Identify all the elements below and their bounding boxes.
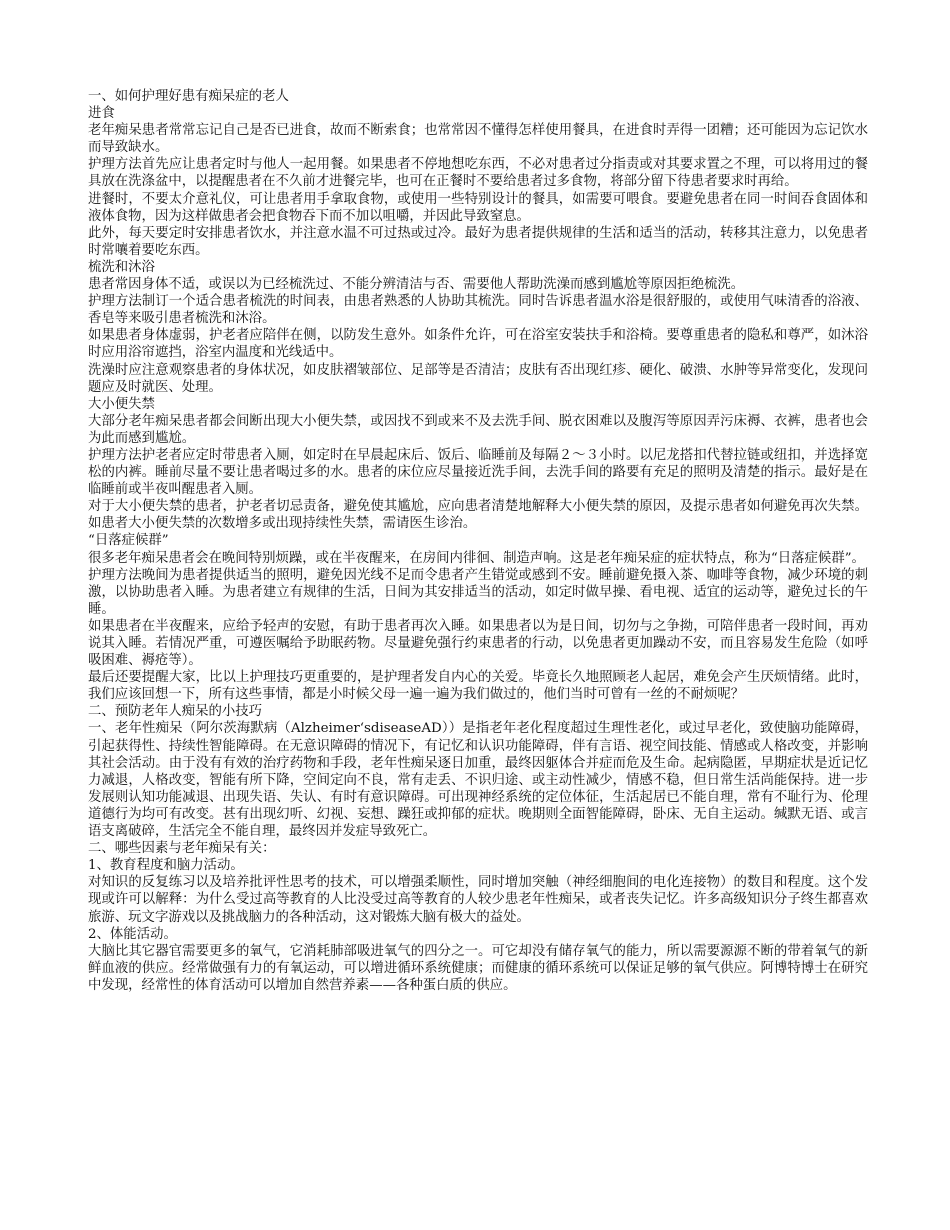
paragraph: 最后还要提醒大家，比以上护理技巧更重要的，是护理者发自内心的关爱。毕竟长久地照顾老人起居，难免会产生厌烦情绪。此时，我们应该回想一下，所有这些事情，都是小时候父母一遍一遍为我们做过的，他们当时可曾有一丝的不耐烦呢？: [88, 670, 868, 703]
paragraph: 如果患者在半夜醒来，应给予轻声的安慰，有助于患者再次入睡。如果患者以为是日间，切勿与之争拗，可陪伴患者一段时间，再劝说其入睡。若情况严重，可遵医嘱给予助眠药物。尽量避免强行约束患者的行动，以免患者更加躁动不安，而且容易发生危险（如呼吸困难、褥疮等）。: [88, 618, 868, 669]
paragraph: 梳洗和沐浴: [88, 259, 155, 275]
paragraph: 2、体能活动。: [88, 926, 177, 942]
paragraph: 大部分老年痴呆患者都会间断出现大小便失禁，或因找不到或来不及去洗手间、脱衣困难以及腹泻等原因弄污床褥、衣裤，患者也会为此而感到尴尬。: [88, 413, 868, 446]
paragraph: 对于大小便失禁的患者，护老者切忌责备，避免使其尴尬，应向患者清楚地解释大小便失禁的原因，及提示患者如何避免再次失禁。如患者大小便失禁的次数增多或出现持续性失禁，需请医生诊治。: [88, 499, 868, 532]
paragraph: 护理方法制订一个适合患者梳洗的时间表，由患者熟悉的人协助其梳洗。同时告诉患者温水浴是很舒服的，或使用气味清香的浴液、香皂等来吸引患者梳洗和沐浴。: [88, 294, 868, 327]
paragraph: 如果患者身体虚弱，护老者应陪伴在侧，以防发生意外。如条件允许，可在浴室安装扶手和浴椅。要尊重患者的隐私和尊严，如沐浴时应用浴帘遮挡，浴室内温度和光线适中。: [88, 328, 868, 361]
paragraph: 大小便失禁: [88, 396, 155, 412]
paragraph: 很多老年痴呆患者会在晚间特别烦躁，或在半夜醒来，在房间内徘徊、制造声响。这是老年痴呆症的症状特点，称为“日落症候群”。: [88, 550, 865, 566]
paragraph: 二、哪些因素与老年痴呆有关：: [88, 841, 276, 857]
paragraph: 护理方法首先应让患者定时与他人一起用餐。如果患者不停地想吃东西，不必对患者过分指责或对其要求置之不理，可以将用过的餐具放在洗涤盆中，以提醒患者在不久前才进餐完毕，也可在正餐时不要给患者过多食物，将部分留下待患者要求时再给。: [88, 157, 868, 190]
paragraph: 护理方法晚间为患者提供适当的照明，避免因光线不足而令患者产生错觉或感到不安。睡前避免摄入茶、咖啡等食物，减少环境的刺激，以协助患者入睡。为患者建立有规律的生活，日间为其安排适当的活动，如定时做早操、看电视、适宜的运动等，避免过长的午睡。: [88, 567, 868, 617]
subheading: 进食: [88, 106, 115, 122]
paragraph: 对知识的反复练习以及培养批评性思考的技术，可以增强柔顺性，同时增加突触（神经细胞间的电化连接物）的数目和程度。这个发现或许可以解释：为什么受过高等教育的人比没受过高等教育的人较少患老年性痴呆，或者丧失记忆。许多高级知识分子终生都喜欢旅游、玩文字游戏以及挑战脑力的各种活动，这对锻炼大脑有极大的益处。: [88, 875, 868, 925]
paragraph: 进餐时，不要太介意礼仪，可让患者用手拿取食物，或使用一些特别设计的餐具，如需要可喂食。要避免患者在同一时间吞食固体和液体食物，因为这样做患者会把食物吞下而不加以咀嚼，并因此导致窒息。: [88, 191, 868, 224]
paragraph: “日落症候群”: [88, 533, 169, 549]
paragraph: 老年痴呆患者常常忘记自己是否已进食，故而不断索食；也常常因不懂得怎样使用餐具，在进食时弄得一团糟；还可能因为忘记饮水而导致缺水。: [88, 123, 868, 156]
paragraph: 护理方法护老者应定时带患者入厕，如定时在早晨起床后、饭后、临睡前及每隔２～３小时。以尼龙搭扣代替拉链或纽扣，并选择宽松的内裤。睡前尽量不要让患者喝过多的水。患者的床位应尽量接近洗手间，去洗手间的路要有充足的照明及清楚的指示。最好是在临睡前或半夜叫醒患者入厕。: [88, 447, 868, 498]
section-heading: 一、如何护理好患有痴呆症的老人: [88, 89, 289, 104]
paragraph: 洗澡时应注意观察患者的身体状况，如皮肤褶皱部位、足部等是否清洁；皮肤有否出现红疹、硬化、破溃、水肿等异常变化，发现问题应及时就医、处理。: [88, 362, 868, 395]
paragraph: 二、预防老年人痴呆的小技巧: [88, 704, 263, 720]
paragraph: 患者常因身体不适，或误以为已经梳洗过、不能分辨清洁与否、需要他人帮助洗澡而感到尴尬等原因拒绝梳洗。: [88, 277, 745, 293]
document-page: [88, 88, 868, 994]
paragraph: 此外，每天要定时安排患者饮水，并注意水温不可过热或过冷。最好为患者提供规律的生活和适当的活动，转移其注意力，以免患者时常嚷着要吃东西。: [88, 225, 868, 258]
paragraph: 大脑比其它器官需要更多的氧气，它消耗肺部吸进氧气的四分之一。可它却没有储存氧气的能力，所以需要源源不断的带着氧气的新鲜血液的供应。经常做强有力的有氧运动，可以增进循环系统健康；而健康的循环系统可以保证足够的氧气供应。阿博特博士在研究中发现，经常性的体育活动可以增加自然营养素——各种蛋白质的供应。: [88, 943, 868, 993]
paragraph: 一、老年性痴呆（阿尔茨海默病（Alzheimer‘sdiseaseAD））是指老年老化程度超过生理性老化，或过早老化，致使脑功能障碍，引起获得性、持续性智能障碍。在无意识障碍的情况下，有记忆和认识功能障碍，伴有言语、视空间技能、情感或人格改变，并影响其社会活动。由于没有有效的治疗药物和手段，老年性痴呆逐日加重，最终因躯体合并症而危及生命。起病隐匿，早期症状是近记忆力减退，人格改变，智能有所下降，空间定向不良，常有走丢、不识归途、或主动性减少，情感不稳，但日常生活尚能保持。进一步发展则认知功能减退、出现失语、失认、有时有意识障碍。可出现神经系统的定位体征，生活起居已不能自理，常有不耻行为、伦理道德行为均可有改变。甚有出现幻听、幻视、妄想、躁狂或抑郁的症状。晚期则全面智能障碍，卧床、无自主运动。缄默无语、或言语支离破碎，生活完全不能自理，最终因并发症导致死亡。: [88, 721, 868, 840]
document-body: [88, 122, 868, 994]
paragraph: 1、教育程度和脑力活动。: [88, 858, 244, 874]
